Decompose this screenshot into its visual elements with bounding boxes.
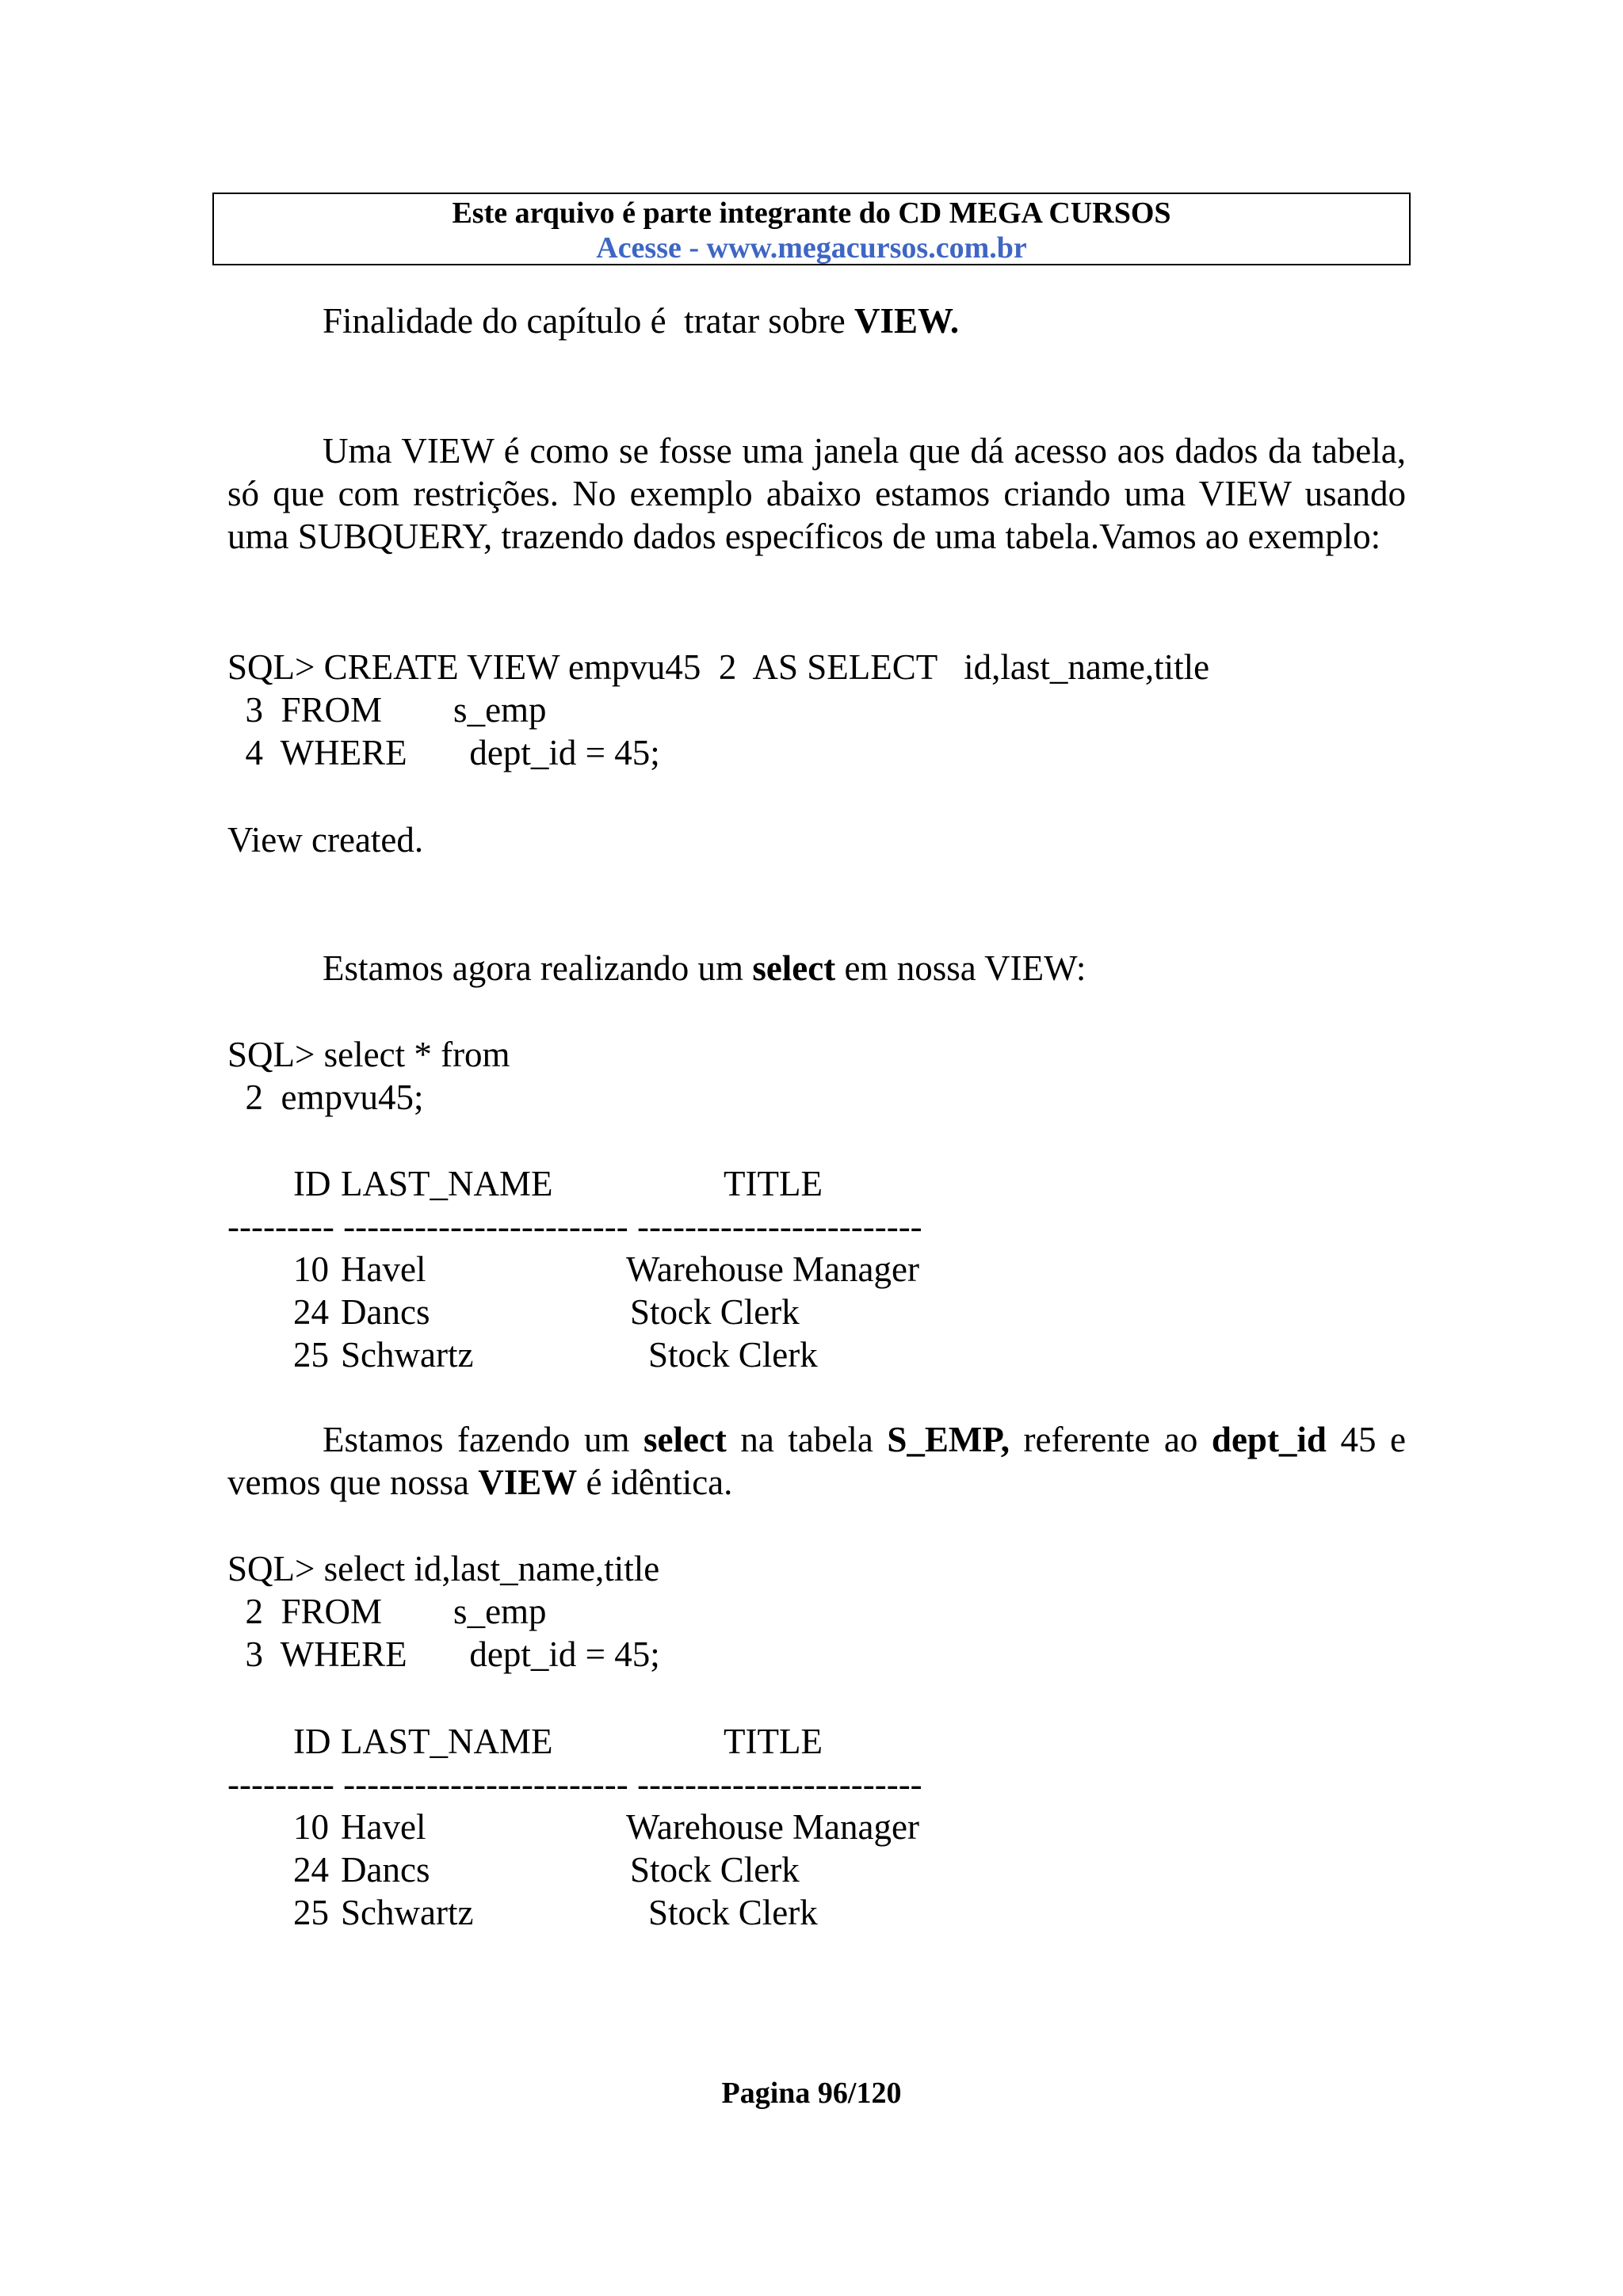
para2-pre: Estamos agora realizando um [323, 948, 753, 988]
table1-separator: --------- ------------------------ ------------------------ [227, 1207, 922, 1246]
table2-col-last-name: LAST_NAME [341, 1722, 553, 1761]
sql2-line2: 2 empvu45; [227, 1077, 424, 1117]
page-number: Pagina 96/120 [721, 2077, 902, 2110]
paragraph-select-table [227, 1418, 1406, 1504]
table1-row-title: Stock Clerk [648, 1335, 818, 1375]
paragraph-select-view [323, 947, 1086, 990]
sql3-line2: 2 FROM s_emp [227, 1592, 547, 1631]
intro-bold: VIEW. [854, 301, 960, 341]
sql1-line2: 3 FROM s_emp [227, 690, 547, 730]
sql2-line1: SQL> select * from [227, 1035, 510, 1074]
paragraph-view-description [227, 429, 1406, 558]
table1-row-last-name: Schwartz [341, 1335, 474, 1375]
table1-row-id: 10 [293, 1249, 329, 1289]
sql1-line1: SQL> CREATE VIEW empvu45 2 AS SELECT id,last_name,title [227, 647, 1210, 687]
header-title: Este arquivo é parte integrante do CD MEGA CURSOS [452, 196, 1171, 230]
view-created-message: View created. [227, 820, 424, 860]
table2-col-title: TITLE [724, 1722, 823, 1761]
paragraph-1-text: Uma VIEW é como se fosse uma janela que dá acesso aos dados da tabela, só que com restrições. No exemplo abaixo estamos criando uma VIEW usando uma SUBQUERY, trazendo dados específicos de uma tabela.Vamos ao exemplo: [227, 431, 1406, 556]
para3-bold-1: select [643, 1420, 727, 1459]
table2-separator: --------- ------------------------ ------------------------ [227, 1764, 922, 1804]
table2-row-title: Stock Clerk [630, 1850, 800, 1890]
table2-row-id: 10 [293, 1807, 329, 1847]
table1-row-id: 24 [293, 1292, 329, 1332]
para3-bold-2: S_EMP, [887, 1420, 1010, 1459]
para3-text-2: na tabela [726, 1420, 888, 1459]
para3-text-4: 45 e vemos que nossa [227, 1420, 1406, 1502]
table2-row-title: Stock Clerk [648, 1893, 818, 1932]
para3-bold-3: dept_id [1211, 1420, 1327, 1459]
table1-row-title: Stock Clerk [630, 1292, 800, 1332]
table2-row-id: 24 [293, 1850, 329, 1890]
table2-col-id: ID [293, 1722, 331, 1761]
table2-row-last-name: Havel [341, 1807, 426, 1847]
sql3-line3: 3 WHERE dept_id = 45; [227, 1634, 660, 1674]
table1-row-last-name: Havel [341, 1249, 426, 1289]
table1-col-title: TITLE [724, 1164, 823, 1203]
table1-row-last-name: Dancs [341, 1292, 430, 1332]
table2-row-title: Warehouse Manager [626, 1807, 919, 1847]
intro-text: Finalidade do capítulo é tratar sobre [323, 301, 855, 341]
table1-col-last-name: LAST_NAME [341, 1164, 553, 1203]
para2-post: em nossa VIEW: [835, 948, 1086, 988]
sql1-line3: 4 WHERE dept_id = 45; [227, 733, 660, 772]
para3-text-5: é idêntica. [577, 1463, 733, 1502]
table2-row-id: 25 [293, 1893, 329, 1932]
table2-row-last-name: Schwartz [341, 1893, 474, 1932]
header-link[interactable]: Acesse - www.megacursos.com.br [596, 231, 1027, 265]
table1-col-id: ID [293, 1164, 331, 1203]
header-box [212, 193, 1411, 265]
para3-bold-4: VIEW [478, 1463, 578, 1502]
para2-bold: select [752, 948, 836, 988]
table2-row-last-name: Dancs [341, 1850, 430, 1890]
para3-text-3: referente ao [1010, 1420, 1212, 1459]
intro-line [323, 299, 959, 342]
table1-row-id: 25 [293, 1335, 329, 1375]
table1-row-title: Warehouse Manager [626, 1249, 919, 1289]
sql3-line1: SQL> select id,last_name,title [227, 1549, 660, 1589]
para3-text-1: Estamos fazendo um [323, 1420, 643, 1459]
